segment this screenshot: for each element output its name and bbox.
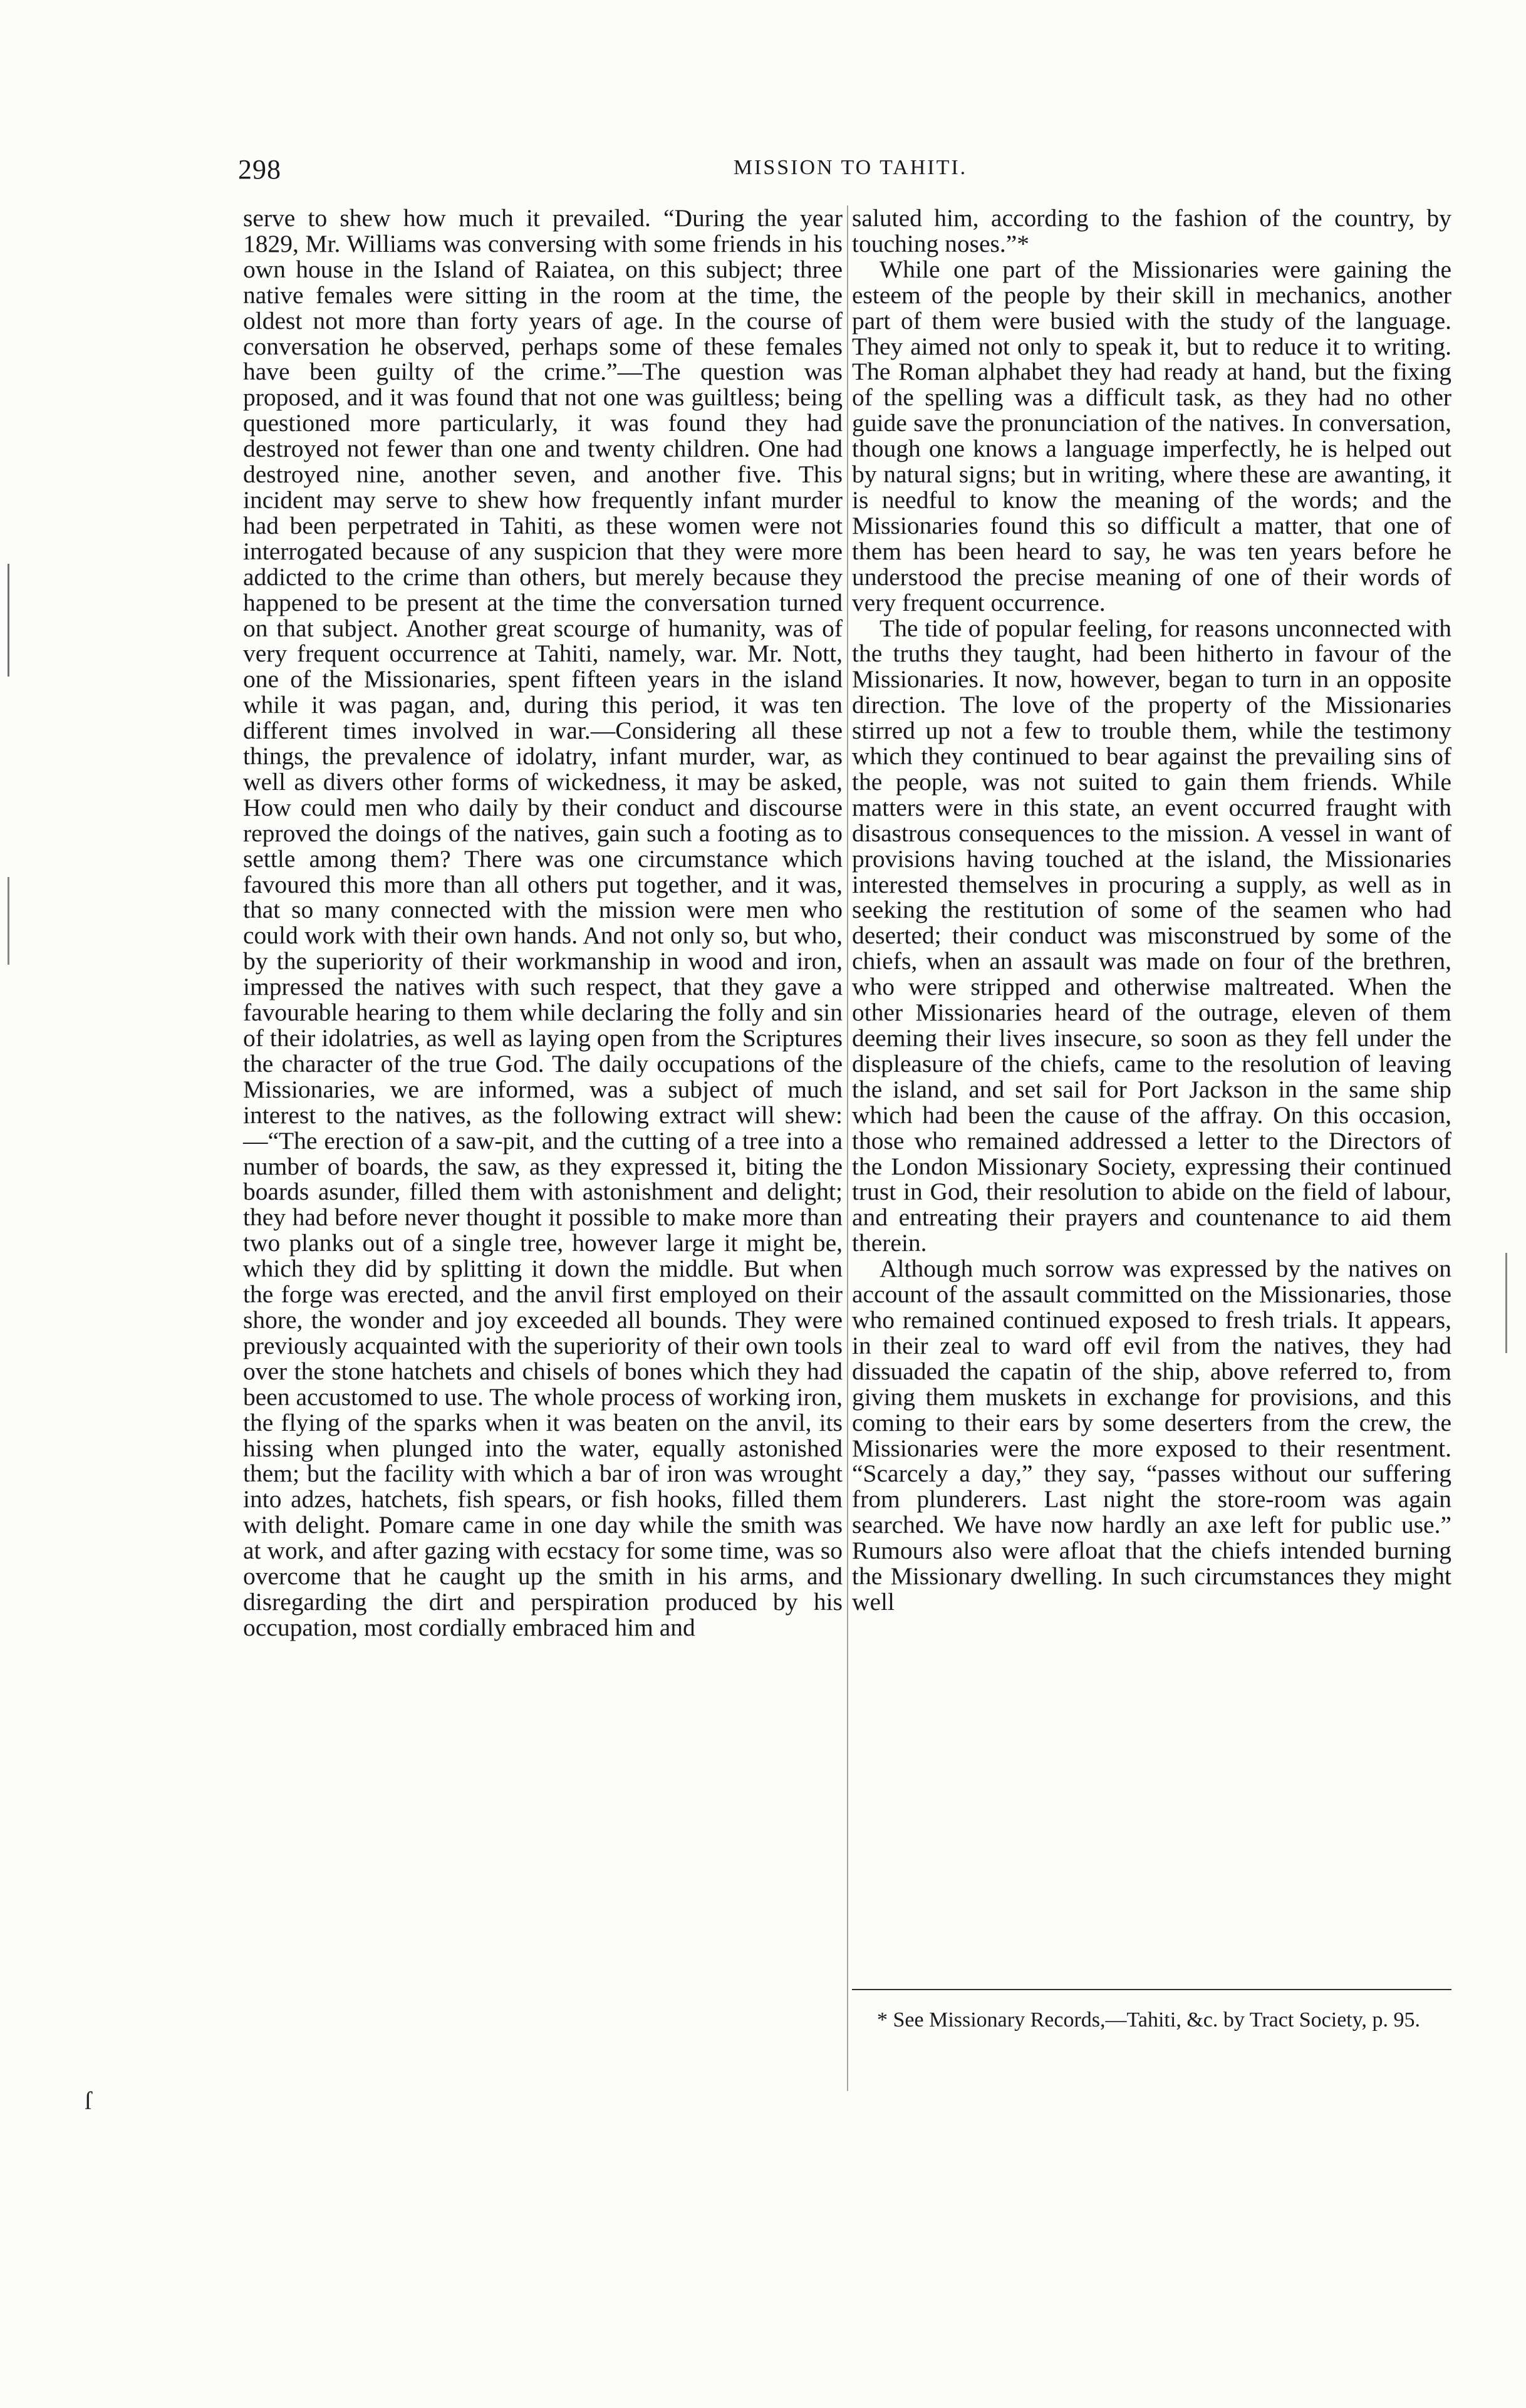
margin-scan-mark: [8, 564, 9, 677]
margin-stray-glyph: ſ: [85, 2087, 92, 2115]
margin-scan-mark: [8, 877, 9, 965]
column-divider: [847, 205, 848, 2091]
left-column: [243, 205, 843, 1641]
right-paragraph-3: The tide of popular feeling, for reasons unconnected with the truths they taught, had been hitherto in favour of the Missionaries. It now, however, began to turn in an opposite direction. The love of the property of the Missionaries stirred up not a few to trouble them, while the testimony which they continued to bear against the prevailing sins of the people, was not suited to gain them friends. While matters were in this state, an event occurred fraught with disastrous consequences to the mission. A vessel in want of provisions having touched at the island, the Missionaries interested themselves in procuring a supply, as well as in seeking the restitution of some of the seamen who had deserted; their conduct was misconstrued by some of the chiefs, when an assault was made on four of the brethren, who were stripped and otherwise maltreated. When the other Missionaries heard of the outrage, eleven of them deeming their lives insecure, so soon as they fell under the displeasure of the chiefs, came to the resolution of leaving the island, and set sail for Port Jackson in the same ship which had been the cause of the affray. On this occasion, those who remained addressed a letter to the Directors of the London Missionary Society, expressing their continued trust in God, their resolution to abide on the field of labour, and entreating their prayers and countenance to aid them therein.: [852, 614, 1451, 1257]
running-head: [238, 153, 1463, 191]
running-title: MISSION TO TAHITI.: [733, 156, 968, 179]
margin-scan-mark: [1505, 1253, 1507, 1353]
left-paragraph-1: serve to shew how much it prevailed. “During the year 1829, Mr. Williams was conversing with some friends in his own house in the Island of Raiatea, on this subject; three native females were sitting in the room at the time, the oldest not more than forty years of age. In the course of conversation he observed, perhaps some of these females have been guilty of the crime.”—The question was proposed, and it was found that not one was guiltless; being questioned more particularly, it was found they had destroyed not fewer than one and twenty children. One had destroyed nine, another seven, and another five. This incident may serve to shew how frequently infant murder had been perpetrated in Tahiti, as these women were not interrogated because of any suspicion that they were more addicted to the crime than others, but merely because they happened to be present at the time the conversation turned on that subject. Another great scourge of humanity, was of very frequent occurrence at Tahiti, namely, war. Mr. Nott, one of the Missionaries, spent fifteen years in the island while it was pagan, and, during this period, it was ten different times involved in war.—Considering all these things, the prevalence of idolatry, infant murder, war, as well as divers other forms of wickedness, it may be asked, How could men who daily by their conduct and discourse reproved the doings of the natives, gain such a footing as to settle among them? There was one circumstance which favoured this more than all others put together, and it was, that so many connected with the mission were men who could work with their own hands. And not only so, but who, by the superiority of their workmanship in wood and iron, impressed the natives with such respect, that they gave a favourable hearing to them while declaring the folly and sin of their idolatries, as well as laying open from the Scriptures the character of the true God. The daily occupations of the Missionaries, we are informed, was a subject of much interest to the natives, as the following extract will shew:—“The erection of a saw-pit, and the cutting of a tree into a number of boards, the saw, as they expressed it, biting the boards asunder, filled them with astonishment and delight; they had before never thought it possible to make more than two planks out of a single tree, however large it might be, which they did by splitting it down the middle. But when the forge was erected, and the anvil first employed on their shore, the wonder and joy exceeded all bounds. They were previously acquainted with the superiority of their own tools over the stone hatchets and chisels of bones which they had been accustomed to use. The whole process of working iron, the flying of the sparks when it was beaten on the anvil, its hissing when plunged into the water, equally astonished them; but the facility with which a bar of iron was wrought into adzes, hatchets, fish spears, or fish hooks, filled them with delight. Pomare came in one day while the smith was at work, and after gazing with ecstacy for some time, was so overcome that he caught up the smith in his arms, and disregarding the dirt and perspiration produced by his occupation, most cordially embraced him and: [243, 204, 843, 1641]
page-number: 298: [238, 154, 281, 185]
right-column: [852, 205, 1451, 1615]
right-paragraph-2: While one part of the Missionaries were gaining the esteem of the people by their skill in mechanics, another part of them were busied with the study of the language. They aimed not only to speak it, but to reduce it to writing. The Roman alphabet they had ready at hand, but the fixing of the spelling was a difficult task, as they had no other guide save the pronunciation of the natives. In conversation, though one knows a language imperfectly, he is helped out by natural signs; but in writing, where these are awanting, it is needful to know the meaning of the words; and the Missionaries found this so difficult a matter, that one of them has been heard to say, he was ten years before he understood the precise meaning of one of their words of very frequent occurrence.: [852, 255, 1451, 616]
footnote-rule: [852, 1989, 1451, 1990]
right-paragraph-1: saluted him, according to the fashion of the country, by touching noses.”*: [852, 204, 1451, 257]
right-paragraph-4: Although much sorrow was expressed by the natives on account of the assault committed on the Missionaries, those who remained continued exposed to fresh trials. It appears, in their zeal to ward off evil from the natives, they had dissuaded the capatin of the ship, above referred to, from giving them muskets in exchange for provisions, and this coming to their ears by some deserters from the crew, the Missionaries were the more exposed to their resentment. “Scarcely a day,” they say, “passes without our suffering from plunderers. Last night the store-room was again searched. We have now hardly an axe left for public use.” Rumours also were afloat that the chiefs intended burning the Missionary dwelling. In such circumstances they might well: [852, 1255, 1451, 1616]
footnote-text: * See Missionary Records,—Tahiti, &c. by Tract Society, p. 95.: [877, 2008, 1421, 2032]
footnote: [852, 2008, 1451, 2033]
